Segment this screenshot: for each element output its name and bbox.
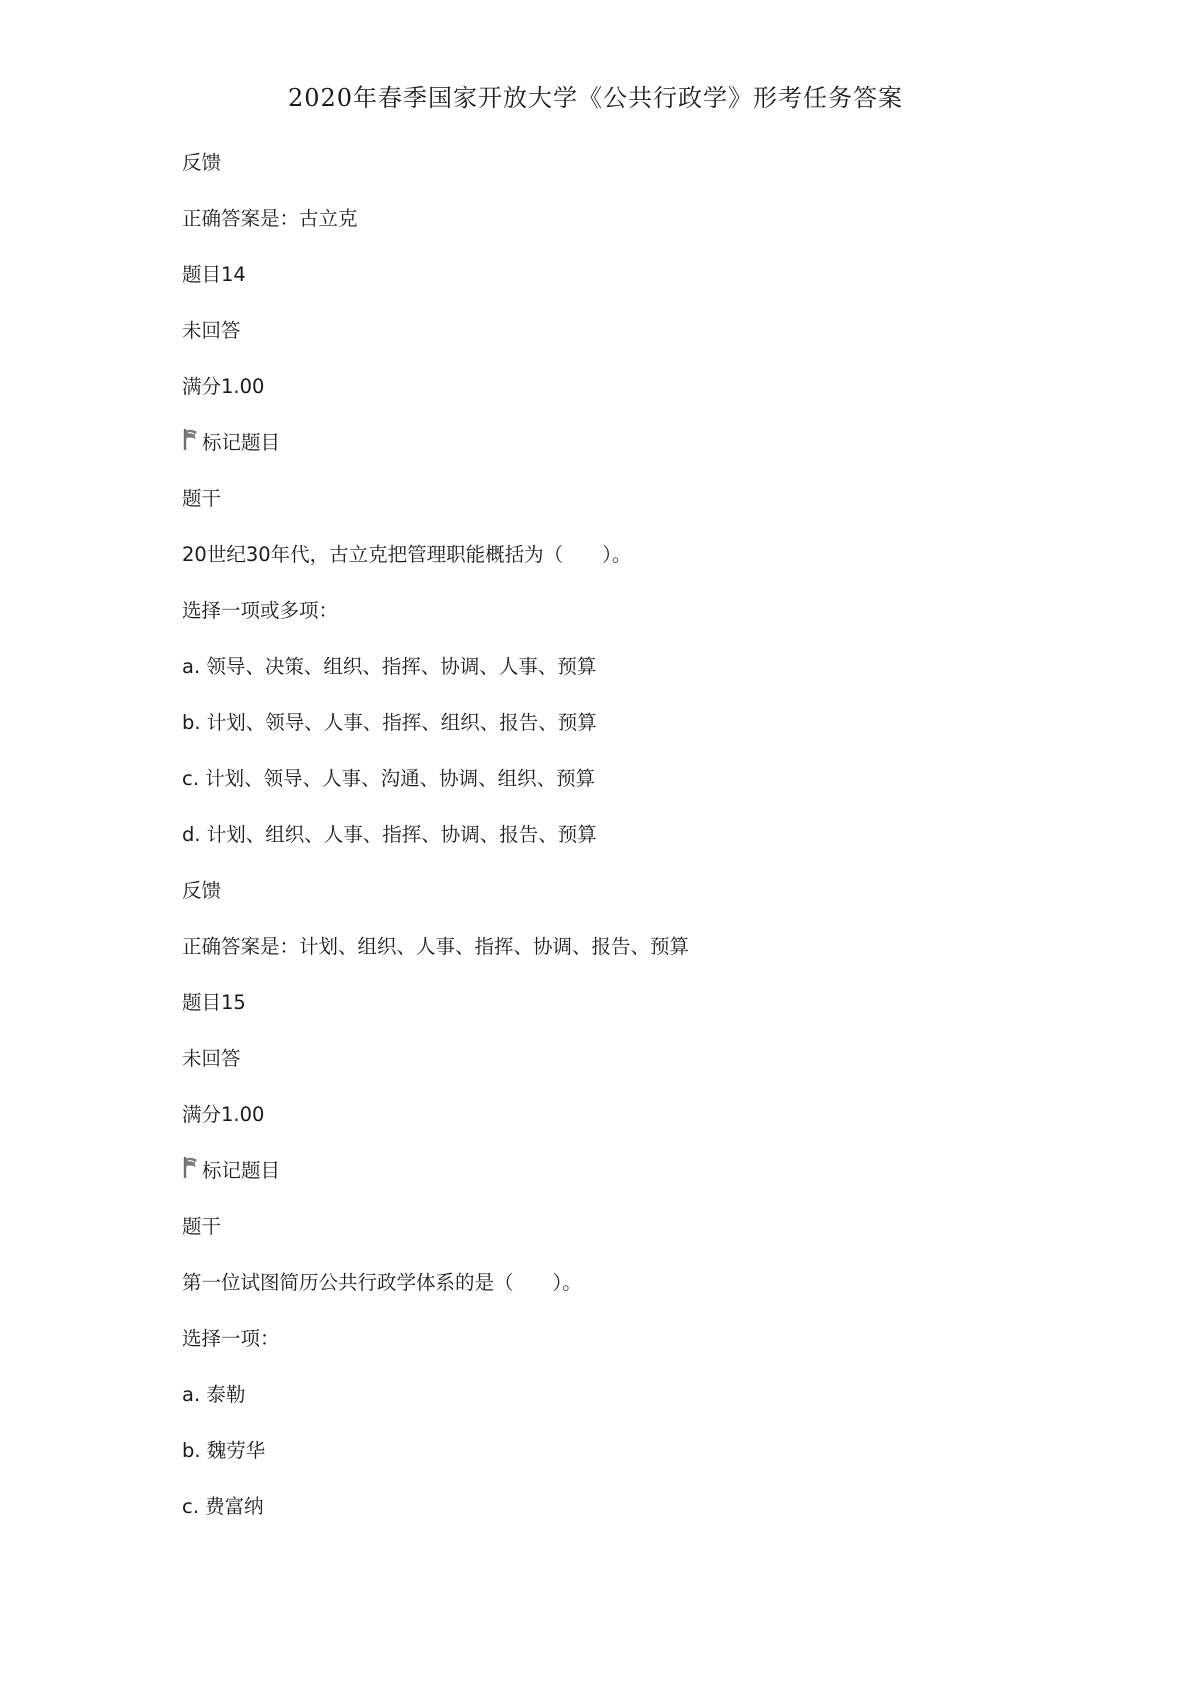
option-c[interactable]: c. 计划、领导、人事、沟通、协调、组织、预算 bbox=[182, 767, 596, 790]
question-score: 满分1.00 bbox=[182, 1103, 265, 1126]
question-number: 题目14 bbox=[182, 263, 246, 286]
answer-instruction: 选择一项或多项： bbox=[182, 599, 339, 622]
question-score: 满分1.00 bbox=[182, 375, 265, 398]
stem-label: 题干 bbox=[182, 487, 222, 510]
flag-question-label: 标记题目 bbox=[202, 1159, 281, 1182]
option-b[interactable]: b. 魏劳华 bbox=[182, 1439, 266, 1462]
flag-icon bbox=[182, 1156, 200, 1178]
question-status: 未回答 bbox=[182, 1047, 241, 1070]
flag-question-label: 标记题目 bbox=[202, 431, 281, 454]
correct-answer: 正确答案是：古立克 bbox=[182, 207, 358, 230]
feedback-label: 反馈 bbox=[182, 879, 222, 902]
question-status: 未回答 bbox=[182, 319, 241, 342]
option-a[interactable]: a. 泰勒 bbox=[182, 1383, 246, 1406]
page-title: 2020年春季国家开放大学《公共行政学》形考任务答案 bbox=[287, 84, 904, 112]
document-body bbox=[182, 146, 1082, 1546]
option-a[interactable]: a. 领导、决策、组织、指挥、协调、人事、预算 bbox=[182, 655, 597, 678]
flag-question[interactable] bbox=[182, 1154, 1082, 1210]
question-text: 20世纪30年代，古立克把管理职能概括为（ ）。 bbox=[182, 543, 632, 566]
correct-answer: 正确答案是：计划、组织、人事、指挥、协调、报告、预算 bbox=[182, 935, 690, 958]
question-number: 题目15 bbox=[182, 991, 246, 1014]
flag-icon bbox=[182, 428, 200, 450]
answer-instruction: 选择一项： bbox=[182, 1327, 280, 1350]
feedback-label: 反馈 bbox=[182, 151, 222, 174]
option-c[interactable]: c. 费富纳 bbox=[182, 1495, 264, 1518]
option-d[interactable]: d. 计划、组织、人事、指挥、协调、报告、预算 bbox=[182, 823, 597, 846]
option-b[interactable]: b. 计划、领导、人事、指挥、组织、报告、预算 bbox=[182, 711, 597, 734]
question-text: 第一位试图简历公共行政学体系的是（ ）。 bbox=[182, 1271, 582, 1294]
flag-question[interactable] bbox=[182, 426, 1082, 482]
stem-label: 题干 bbox=[182, 1215, 222, 1238]
